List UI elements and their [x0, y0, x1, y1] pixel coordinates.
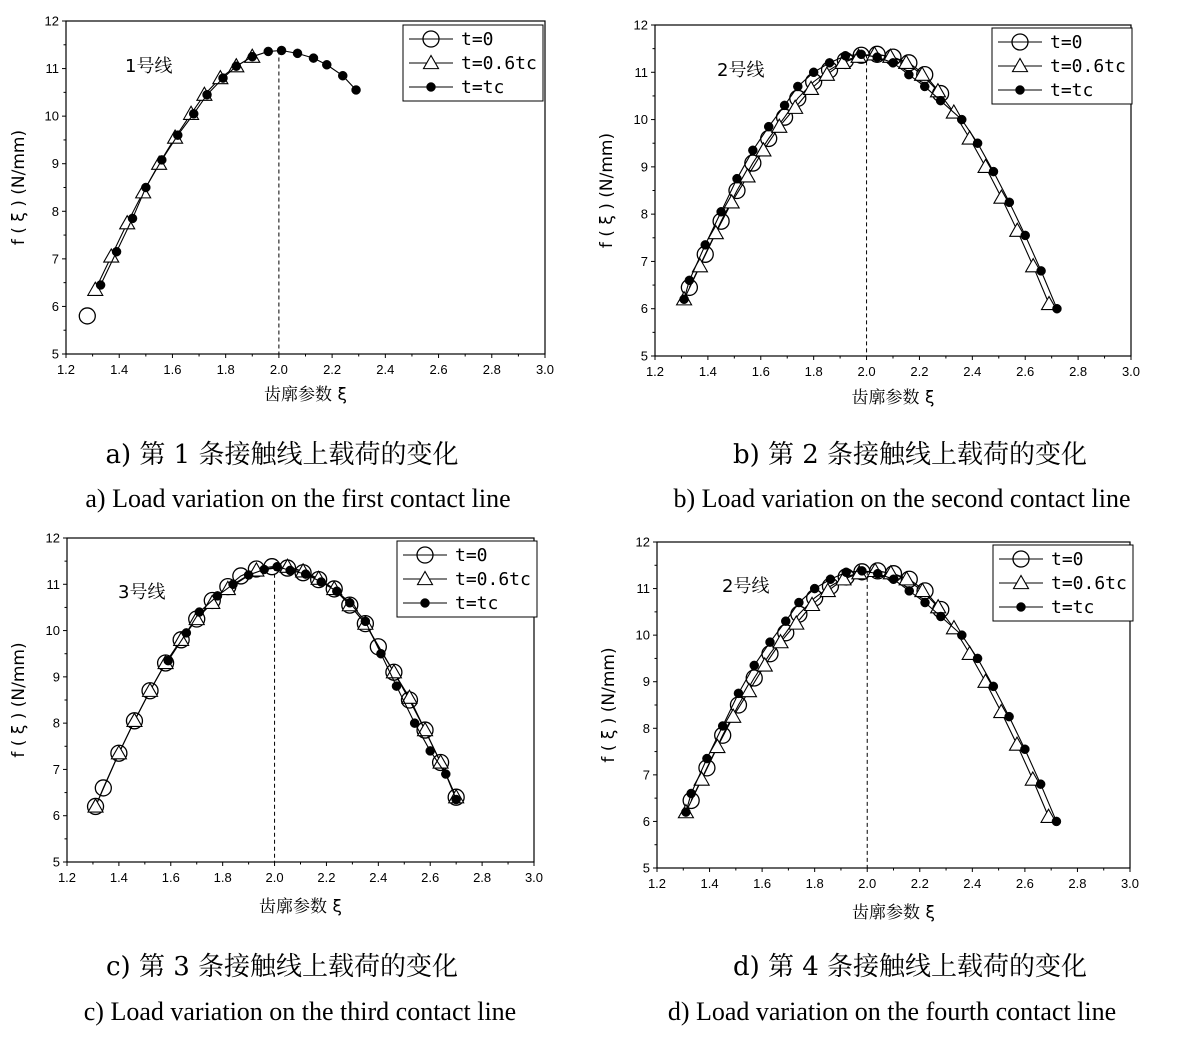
x-tick-label: 2.4 — [376, 362, 395, 377]
x-tick-label: 3.0 — [1120, 876, 1140, 891]
data-point — [164, 656, 173, 665]
y-tick-label: 10 — [44, 108, 59, 124]
data-point — [793, 82, 802, 91]
series-t=0 — [79, 308, 95, 324]
legend-label: t=0 — [461, 29, 494, 50]
data-point — [1020, 745, 1029, 754]
chart-3 — [9, 531, 543, 918]
data-point — [873, 53, 882, 62]
data-point — [921, 598, 930, 607]
y-tick-label: 11 — [45, 61, 59, 77]
y-tick-label: 12 — [44, 13, 59, 29]
data-point — [293, 49, 302, 58]
x-tick-label: 2.8 — [1068, 876, 1087, 891]
caption-a-en: a) Load variation on the first contact line — [85, 484, 511, 513]
y-axis-label: f ( ξ ) (N/mm) — [9, 642, 29, 758]
data-point — [692, 259, 707, 272]
data-point — [352, 85, 361, 94]
data-point — [248, 52, 257, 61]
x-axis-label: 齿廓参数 ξ — [264, 385, 347, 405]
legend-label: t=0 — [455, 545, 488, 566]
y-tick-label: 9 — [51, 156, 59, 172]
data-point — [780, 101, 789, 110]
x-tick-label: 2.0 — [265, 870, 284, 885]
data-point — [905, 586, 914, 595]
x-tick-label: 2.4 — [369, 870, 388, 885]
legend-label: t=0 — [1051, 549, 1084, 570]
data-point — [410, 719, 419, 728]
data-point — [441, 770, 450, 779]
x-tick-label: 2.4 — [963, 364, 982, 379]
data-point — [718, 721, 727, 730]
data-point — [957, 115, 966, 124]
x-axis-label: 齿廓参数 ξ — [259, 897, 342, 917]
legend-label: t=0.6tc — [455, 569, 531, 590]
data-point — [973, 654, 982, 663]
data-point — [96, 281, 105, 290]
y-tick-label: 7 — [52, 761, 60, 777]
x-tick-label: 2.0 — [269, 362, 288, 377]
x-tick-label: 2.6 — [1015, 876, 1034, 891]
data-point — [717, 207, 726, 216]
y-tick-label: 10 — [633, 112, 648, 128]
legend-label: t=tc — [1050, 80, 1094, 101]
chart-2 — [597, 18, 1140, 409]
data-point — [203, 90, 212, 99]
y-tick-label: 6 — [52, 808, 60, 824]
data-point — [1052, 304, 1061, 313]
data-point — [857, 566, 866, 575]
data-point — [920, 82, 929, 91]
curve-annotation: 2号线 — [722, 576, 770, 597]
legend — [993, 545, 1133, 621]
y-tick-label: 6 — [51, 298, 59, 314]
data-point — [309, 54, 318, 63]
x-tick-label: 2.2 — [910, 876, 929, 891]
data-point — [345, 598, 354, 607]
x-tick-label: 1.8 — [804, 364, 823, 379]
y-tick-label: 11 — [634, 64, 648, 80]
y-tick-label: 6 — [640, 301, 648, 317]
x-tick-label: 1.2 — [57, 870, 77, 885]
y-tick-label: 8 — [51, 203, 59, 219]
data-point — [748, 146, 757, 155]
legend-label: t=0 — [1050, 32, 1083, 53]
y-tick-label: 9 — [640, 159, 648, 175]
data-point — [452, 795, 461, 804]
data-point — [213, 591, 222, 600]
data-point — [260, 565, 269, 574]
data-point — [173, 131, 182, 140]
legend-marker — [427, 83, 436, 92]
data-point — [794, 598, 803, 607]
data-point — [680, 295, 689, 304]
data-point — [195, 608, 204, 617]
y-tick-label: 12 — [635, 534, 650, 550]
series-t=0 — [681, 46, 948, 295]
data-point — [219, 74, 228, 83]
x-tick-label: 2.6 — [1016, 364, 1035, 379]
data-point — [286, 566, 295, 575]
data-point — [157, 155, 166, 164]
data-point — [710, 739, 725, 752]
x-tick-label: 1.2 — [645, 364, 665, 379]
data-point — [1005, 198, 1014, 207]
data-point — [322, 60, 331, 69]
data-point — [826, 575, 835, 584]
data-point — [376, 649, 385, 658]
data-point — [781, 617, 790, 626]
curve-annotation: 2号线 — [717, 60, 765, 81]
data-point — [973, 139, 982, 148]
y-axis-label: f ( ξ ) (N/mm) — [9, 129, 29, 246]
y-tick-label: 9 — [642, 674, 650, 690]
y-tick-label: 5 — [52, 854, 60, 870]
chart-1 — [9, 14, 554, 406]
y-tick-label: 5 — [51, 346, 59, 362]
y-tick-label: 5 — [640, 348, 648, 364]
x-tick-label: 1.8 — [805, 876, 824, 891]
x-tick-label: 1.8 — [216, 362, 235, 377]
data-point — [825, 58, 834, 67]
data-point — [1052, 817, 1061, 826]
data-point — [957, 631, 966, 640]
x-tick-label: 1.6 — [161, 870, 180, 885]
data-point — [392, 682, 401, 691]
data-point — [889, 58, 898, 67]
data-point — [989, 167, 998, 176]
legend-label: t=0.6tc — [1051, 573, 1127, 594]
legend-label: t=0.6tc — [461, 53, 537, 74]
curve-annotation: 3号线 — [118, 582, 166, 603]
y-tick-label: 6 — [642, 813, 650, 829]
data-point — [141, 183, 150, 192]
legend — [992, 28, 1132, 104]
data-point — [904, 70, 913, 79]
legend-marker — [421, 599, 430, 608]
y-axis-label: f ( ξ ) (N/mm) — [597, 132, 617, 249]
data-point — [317, 577, 326, 586]
x-tick-label: 2.8 — [473, 870, 492, 885]
x-tick-label: 3.0 — [535, 362, 555, 377]
series-t=0 — [683, 563, 949, 809]
data-point — [809, 68, 818, 77]
x-tick-label: 2.2 — [910, 364, 929, 379]
y-tick-label: 5 — [642, 860, 650, 876]
data-point — [301, 570, 310, 579]
data-point — [842, 568, 851, 577]
data-point — [681, 808, 690, 817]
data-point — [734, 689, 743, 698]
x-tick-label: 2.6 — [429, 362, 448, 377]
data-point — [79, 308, 95, 324]
data-point — [273, 562, 282, 571]
x-tick-label: 1.2 — [56, 362, 76, 377]
y-tick-label: 10 — [635, 627, 650, 643]
legend-label: t=tc — [1051, 597, 1095, 618]
data-point — [702, 754, 711, 763]
y-tick-label: 9 — [52, 669, 60, 685]
data-point — [182, 628, 191, 637]
data-point — [264, 47, 273, 56]
legend-label: t=0.6tc — [1050, 56, 1126, 77]
data-point — [112, 247, 121, 256]
data-point — [277, 46, 286, 55]
y-tick-label: 12 — [633, 17, 648, 33]
x-tick-label: 2.4 — [963, 876, 982, 891]
series-t=tc — [96, 46, 360, 290]
data-point — [936, 612, 945, 621]
data-point — [764, 122, 773, 131]
y-tick-label: 8 — [52, 715, 60, 731]
data-point — [1021, 231, 1030, 240]
data-point — [338, 71, 347, 80]
series-line — [101, 50, 356, 285]
data-point — [232, 62, 241, 71]
legend — [403, 25, 543, 101]
y-tick-label: 10 — [45, 623, 60, 639]
data-point — [708, 226, 723, 239]
x-tick-label: 1.8 — [213, 870, 232, 885]
curve-annotation: 1号线 — [125, 56, 173, 77]
data-point — [873, 569, 882, 578]
legend-label: t=tc — [455, 593, 499, 614]
x-tick-label: 2.6 — [421, 870, 440, 885]
caption-a-cn: a) 第 1 条接触线上载荷的变化 — [105, 440, 459, 470]
y-tick-label: 12 — [45, 530, 60, 546]
y-tick-label: 7 — [51, 251, 59, 267]
data-point — [1005, 712, 1014, 721]
data-point — [426, 746, 435, 755]
data-point — [756, 143, 771, 156]
x-tick-label: 3.0 — [524, 870, 544, 885]
y-axis-label: f ( ξ ) (N/mm) — [599, 647, 619, 763]
x-axis-label: 齿廓参数 ξ — [851, 388, 935, 408]
data-point — [687, 789, 696, 798]
data-point — [857, 50, 866, 59]
legend-marker — [1016, 86, 1025, 95]
caption-d-cn: d) 第 4 条接触线上载荷的变化 — [732, 952, 1088, 982]
y-tick-label: 7 — [642, 767, 650, 783]
x-tick-label: 1.4 — [110, 362, 129, 377]
caption-b-cn: b) 第 2 条接触线上载荷的变化 — [732, 440, 1088, 470]
x-tick-label: 2.2 — [317, 870, 336, 885]
data-point — [694, 772, 709, 785]
caption-d-en: d) Load variation on the fourth contact line — [667, 997, 1117, 1026]
x-tick-label: 3.0 — [1121, 364, 1141, 379]
y-tick-label: 8 — [642, 720, 650, 736]
legend-marker — [1017, 603, 1026, 612]
data-point — [732, 174, 741, 183]
data-point — [936, 96, 945, 105]
data-point — [810, 584, 819, 593]
x-tick-label: 1.4 — [700, 876, 719, 891]
data-point — [332, 587, 341, 596]
x-tick-label: 1.6 — [751, 364, 770, 379]
data-point — [189, 109, 198, 118]
data-point — [1036, 780, 1045, 789]
legend — [397, 541, 537, 617]
data-point — [889, 575, 898, 584]
x-tick-label: 2.0 — [858, 876, 877, 891]
data-point — [229, 580, 238, 589]
x-axis-label: 齿廓参数 ξ — [852, 903, 935, 923]
y-tick-label: 8 — [640, 206, 648, 222]
data-point — [701, 240, 710, 249]
data-point — [841, 51, 850, 60]
data-point — [244, 571, 253, 580]
x-tick-label: 1.4 — [698, 364, 717, 379]
x-tick-label: 1.4 — [109, 870, 128, 885]
x-tick-label: 2.8 — [1069, 364, 1088, 379]
x-tick-label: 1.6 — [163, 362, 182, 377]
x-tick-label: 2.2 — [323, 362, 342, 377]
data-point — [750, 661, 759, 670]
data-point — [361, 617, 370, 626]
x-tick-label: 1.2 — [647, 876, 667, 891]
y-tick-label: 11 — [636, 581, 650, 597]
caption-c-en: c) Load variation on the third contact line — [83, 997, 517, 1026]
caption-c-cn: c) 第 3 条接触线上载荷的变化 — [105, 952, 459, 982]
data-point — [757, 658, 772, 671]
caption-b-en: b) Load variation on the second contact line — [673, 484, 1131, 513]
x-tick-label: 1.6 — [753, 876, 772, 891]
data-point — [128, 214, 137, 223]
data-point — [1037, 266, 1046, 275]
data-point — [989, 682, 998, 691]
y-tick-label: 7 — [640, 253, 648, 269]
data-point — [765, 638, 774, 647]
chart-4 — [599, 535, 1139, 924]
data-point — [685, 276, 694, 285]
legend-label: t=tc — [461, 77, 505, 98]
y-tick-label: 11 — [46, 576, 60, 592]
x-tick-label: 2.8 — [482, 362, 501, 377]
x-tick-label: 2.0 — [857, 364, 876, 379]
